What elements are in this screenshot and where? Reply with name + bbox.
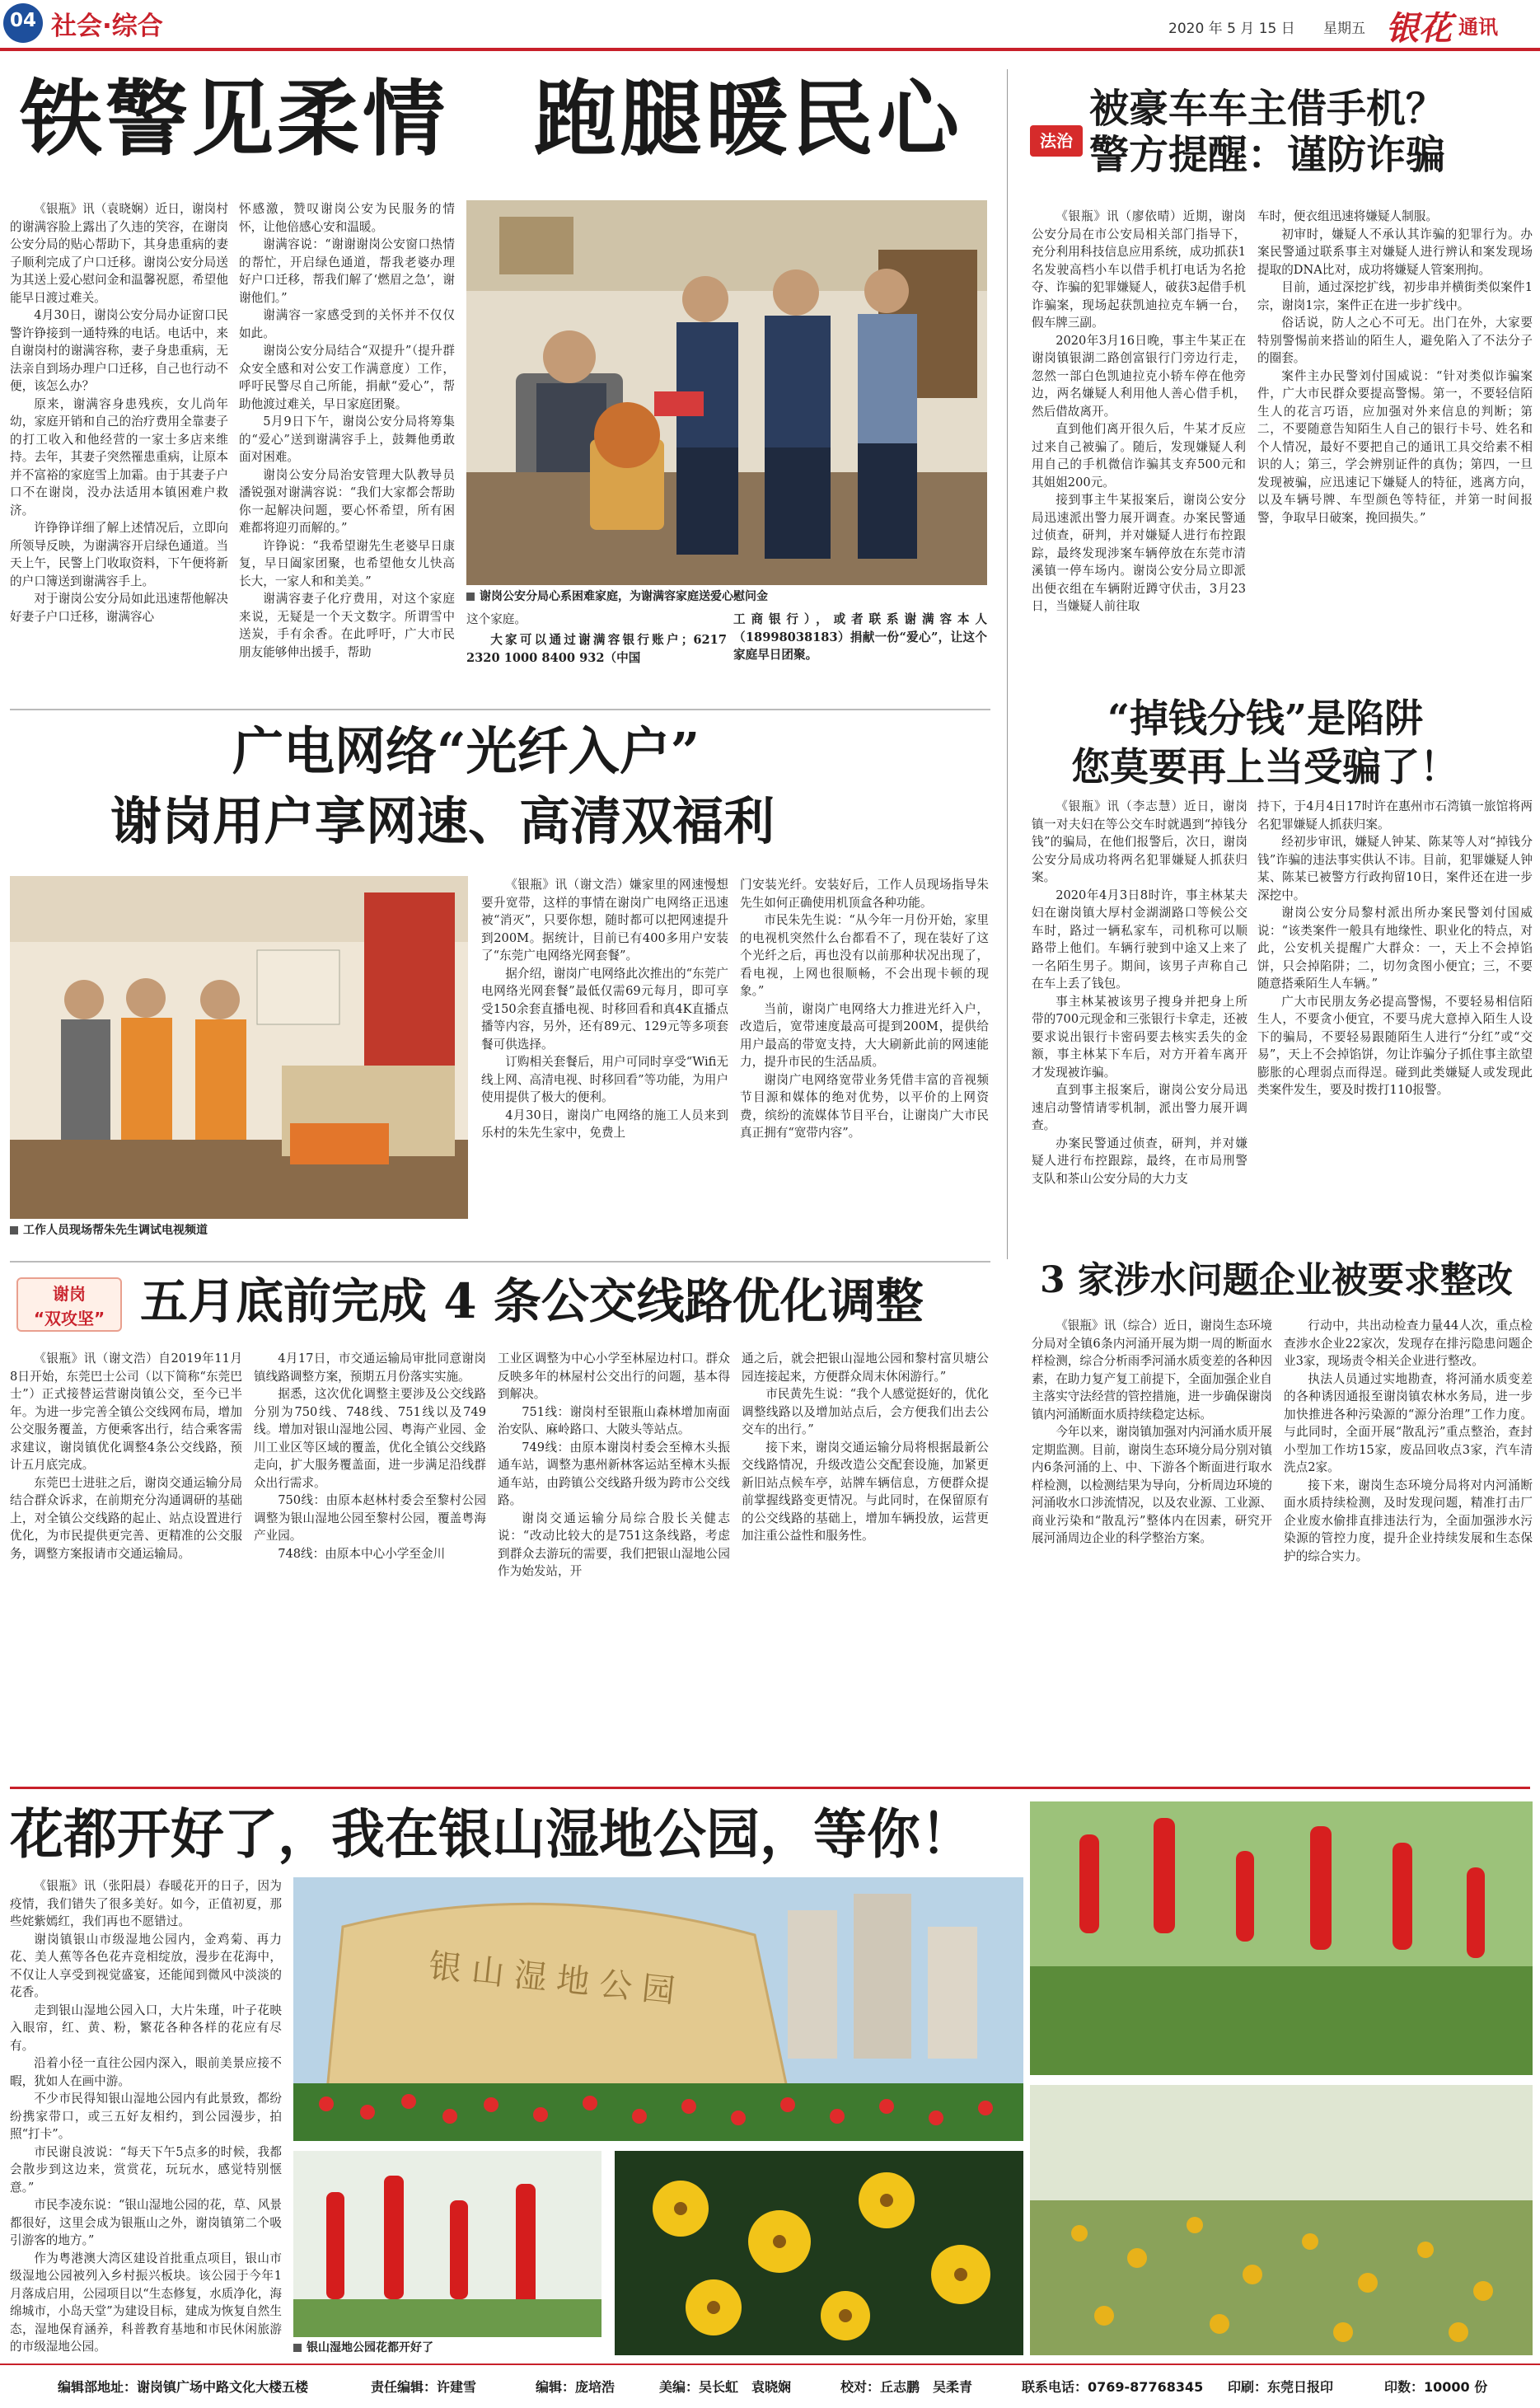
paragraph: 市民李凌东说：“银山湿地公园的花，草、风景都很好，这里会成为银瓶山之外，谢岗镇第二个吸引游客的地方。” (10, 2198, 282, 2247)
paragraph: 《银瓶》讯（袁晓娴）近日，谢岗村的谢满容脸上露出了久违的笑容，在谢岗公安分局的贴心帮助下，其身患重病的妻子顺利完成了户口迁移。谢岗公安分局送为其送上爱心慰问金和温馨祝愿，希望他能早日渡过难关。 (10, 202, 228, 305)
article-2-col-1 (1032, 208, 1246, 710)
paragraph: 748线：由原本中心小学至金川 (278, 1546, 446, 1561)
article-5-col-1 (10, 1350, 242, 1778)
paragraph: 谢岗广电网络宽带业务凭借丰富的音视频节目源和媒体的绝对优势，以平价的上网资费，缤纷的流媒体节目平台，让谢岗广大市民真正拥有“宽带内容”。 (740, 1072, 989, 1140)
paragraph: 接到事主牛某报案后，谢岗公安分局迅速派出警力展开调查。办案民警通过侦查，研判，并对嫌疑人进行布控跟踪，最终发现涉案车辆停放在东莞市清溪镇一停车场内。谢岗公安分局立即派出便衣组在车辆附近蹲守伏击，3月23日，当嫌疑人前往取 (1032, 493, 1246, 613)
footer-address: 编辑部地址：谢岗镇广场中路文化大楼五楼 (58, 2379, 309, 2395)
footer-printer: 印刷：东莞日报印 (1228, 2379, 1334, 2395)
article-4-headline-2: 谢岗用户享网速、高清双福利 (110, 791, 775, 851)
footer-designer: 美编：吴长虹 袁晓娴 (659, 2379, 792, 2395)
article-3-col-1 (1032, 798, 1247, 1248)
article-4-col-2 (740, 876, 989, 1255)
paragraph: 据悉，这次优化调整主要涉及公交线路分别为750线、748线、751线以及749线。增加对银山湿地公园、粤海产业园、金川工业区等区域的覆盖，优化全镇公交线路走向，扩大服务覆盖面，进一步满足沿线群众出行需求。 (254, 1387, 486, 1490)
article-1-photo (466, 200, 987, 585)
paragraph: 目前，通过深挖扩线，初步串并横街类似案件1宗，谢岗1宗，案件正在进一步扩线中。 (1257, 280, 1533, 312)
paragraph: 谢岗公安分局治安管理大队教导员潘锐强对谢满容说：“我们大家都会帮助你一起解决问题，要心怀希望，所有困难都将迎刃而解的。” (239, 467, 455, 535)
paragraph: 谢岗公安分局黎村派出所办案民警刘付国威说：“该类案件一般具有地缘性、职业化的特点，对此，公安机关提醒广大群众：一，天上不会掉馅饼，只会掉陷阱；二，切勿贪图小便宜；三，不要随意搭乘陌生人车辆。” (1257, 906, 1533, 991)
article-7-photo-salvia (293, 2151, 601, 2337)
paragraph: 《银瓶》讯（李志慧）近日，谢岗镇一对夫妇在等公交车时就遇到“掉钱分钱”的骗局，在他们报警后，次日，谢岗公安分局成功将两名犯罪嫌疑人抓获归案。 (1032, 799, 1247, 884)
article-7-body (10, 1877, 282, 2355)
paragraph: 工业区调整为中心小学至林屋边村口。群众反映多年的林屋村公交出行的问题，基本得到解决。 (498, 1352, 730, 1401)
yellow-flower-illustration (615, 2151, 1023, 2355)
issue-date: 2020 年 5 月 15 日 (1168, 21, 1295, 37)
salvia-illustration (293, 2151, 601, 2337)
article-2-headline-1: 被豪车车主借手机？ (1089, 86, 1446, 132)
paragraph: 作为粤港澳大湾区建设首批重点项目，银山市级湿地公园被列入乡村振兴板块。该公园于今年1月落成启用，公园项目以“生态修复，水质净化，海绵城市，小岛天堂”为建设目标，建成为恢复自然生态，湿地保育涵养，科普教育基地和市民休闲旅游的市级湿地公园。 (10, 2251, 282, 2354)
paragraph: 谢满容妻子化疗费用，对这个家庭来说，无疑是一个天文数字。所谓雪中送炭，手有余香。在此呼吁，广大市民朋友能够伸出援手，帮助 (239, 592, 455, 659)
article-4-headline-1: 广电网络“光纤入户” (232, 721, 700, 781)
footer-phone: 联系电话：0769-87768345 (1022, 2379, 1204, 2395)
footer-rule (0, 2363, 1540, 2365)
paragraph: 5月9日下午，谢岗公安分局将筹集的“爱心”送到谢满容手上，鼓舞他勇敢面对困难。 (239, 415, 455, 464)
article-5-tag-1: 谢岗 (53, 1284, 86, 1304)
article-4-col-1 (481, 876, 728, 1255)
paragraph: 751线：谢岗村至银瓶山森林增加南面治安队、麻岭路口、大陂头等站点。 (498, 1404, 730, 1436)
article-7-photo-field (1030, 2085, 1533, 2355)
paragraph: 直到事主报案后，谢岗公安分局迅速启动警情请零机制，派出警力展开调查。 (1032, 1083, 1247, 1132)
paragraph: 接下来，谢岗生态环境分局将对内河涌断面水质持续检测，及时发现问题，精准打击厂企业废水偷排直排违法行为，全面加强涉水污染源的管控力度，提升企业持续发展和生态保护的综合实力。 (1284, 1478, 1533, 1563)
article-4-photo-caption: 工作人员现场帮朱先生调试电视频道 (10, 1223, 208, 1238)
paragraph: 谢满容一家感受到的关怀并不仅仅如此。 (239, 308, 455, 340)
paragraph: 许铮说：“我希望谢先生老婆早日康复，早日阖家团聚，也希望他女儿快高长大，一家人和和美美。” (239, 538, 455, 588)
article-2-tag: 法治 (1030, 125, 1083, 157)
footer-proofreader: 校对：丘志鹏 吴柔青 (840, 2379, 973, 2395)
footer-editor: 编辑：庞培浩 (536, 2379, 616, 2395)
paragraph: 东莞巴士进驻之后，谢岗交通运输分局结合群众诉求，在前期充分沟通调研的基础上，对全镇公交线路的起止、站点设置进行优化，为市民提供更完善、更精准的公交服务，调整方案报请市交通运输局。 (10, 1475, 242, 1561)
paragraph: 谢岗公安分局结合“双提升”（提升群众安全感和对公安工作满意度）工作，呼吁民警尽自己所能，捐献“爱心”，帮助他渡过难关，早日家庭团聚。 (239, 344, 455, 411)
article-1-col-1 (10, 200, 228, 752)
article-7-photo-caption: 银山湿地公园花都开好了 (293, 2340, 433, 2355)
article-2-col-2 (1257, 208, 1533, 710)
article-5-col-2 (254, 1350, 486, 1778)
article-1-col-2 (239, 200, 455, 752)
section-rule (10, 709, 990, 710)
article-7-headline: 花都开好了，我在银山湿地公园，等你！ (10, 1803, 975, 1866)
paragraph: 沿着小径一直往公园内深入，眼前美景应接不暇，犹如人在画中游。 (10, 2056, 282, 2088)
article-7-photo-yellow-flower (615, 2151, 1023, 2355)
paragraph: 行动中，共出动检查力量44人次，重点检查涉水企业22家次，发现存在排污隐患问题企业3家，现场责令相关企业进行整改。 (1284, 1319, 1533, 1368)
article-6-headline: 3 家涉水问题企业被要求整改 (1040, 1259, 1513, 1301)
paragraph: 怀感激，赞叹谢岗公安为民服务的情怀，让他倍感心安和温暖。 (239, 202, 455, 234)
paragraph: 对于谢岗公安分局如此迅速帮他解决好妻子户口迁移，谢满容心 (10, 592, 228, 624)
paragraph: 今年以来，谢岗镇加强对内河涌水质开展定期监测。目前，谢岗生态环境分局分别对镇内6条河涌的上、中、下游各个断面进行取水样检测，以检测结果为导向，分析周边环境的河涌收水口涉流情况，以及农业源、工业源、商业污染和“散乱污”整体内在因素，研究开展河涌周边企业的科学整治方案。 (1032, 1425, 1272, 1545)
article-6-col-2 (1284, 1317, 1533, 1778)
paragraph: 2020年4月3日8时许，事主林某夫妇在谢岗镇大厚村金湖湖路口等候公交车时，路过一辆私家车，司机称可以顺路带上他们。车辆行驶到中途又上来了一名陌生男子。期间，该男子声称自己在车上丢了钱包。 (1032, 888, 1247, 991)
column-divider (1007, 69, 1008, 1259)
paragraph: 广大市民朋友务必提高警惕，不要轻易相信陌生人，不要贪小便宜，不要马虎大意掉入陌生人设下的骗局，不要轻易跟随陌生人进行“分红”或“交易”，天上不会掉馅饼，勿让诈骗分子抓住事主欲望膨胀的心理弱点而得逞。碰到此类嫌疑人或发现此类案件发生，要及时拨打110报警。 (1257, 994, 1533, 1097)
paragraph: 《银瓶》讯（张阳晨）春暖花开的日子，因为疫情，我们错失了很多美好。如今，正值初夏，那些姹紫嫣红，我们再也不愿错过。 (10, 1879, 282, 1928)
paragraph: 谢岗镇银山市级湿地公园内，金鸡菊、再力花、美人蕉等各色花卉竞相绽放，漫步在花海中，不仅让人享受到视觉盛宴，还能闻到微风中淡淡的花香。 (10, 1932, 282, 1999)
article-5-col-3 (498, 1350, 730, 1778)
paragraph: 《银瓶》讯（谢文浩）自2019年11月8日开始，东莞巴士公司（以下简称“东莞巴士”）正式接替运营谢岗镇公交，至今已半年。为进一步完善全镇公交线网布局，增加公交服务覆盖，方便乘客出行，结合乘客需求建议，谢岗镇优化调整4条公交线路，预计五月底完成。 (10, 1352, 242, 1472)
article-1-headline: 铁警见柔情 跑腿暖民心 (20, 70, 962, 167)
paragraph: 市民黄先生说：“我个人感觉挺好的，优化调整线路以及增加站点后，会方便我们出去公交车的出行。” (742, 1387, 989, 1436)
footer-chief-editor: 责任编辑：许建雪 (371, 2379, 477, 2395)
article-5-headline: 五月底前完成 4 条公交线路优化调整 (140, 1273, 924, 1329)
paragraph: 750线：由原本赵林村委会至黎村公园调整为银山湿地公园至黎村公园，覆盖粤海产业园。 (254, 1493, 486, 1543)
paragraph: 事主林某被该男子搜身并把身上所带的700元现金和三张银行卡拿走，还被要求说出银行卡密码要去核实丢失的金额，事主林某下车后，对方开着车离开才发现被诈骗。 (1032, 994, 1247, 1080)
paragraph: 原来，谢满容身患残疾，女儿尚年幼，家庭开销和自己的治疗费用全靠妻子的打工收入和他经营的一家士多店来维持。去年，其妻子突然罹患重病，让原本并不富裕的家庭雪上加霜。由于其妻子户口不在谢岗，没办法适用本镇困难户救济。 (10, 396, 228, 518)
paragraph: 通之后，就会把银山湿地公园和黎村富贝塘公园连接起来，方便群众周末休闲游行。” (742, 1352, 989, 1384)
paragraph: 走到银山湿地公园入口，大片朱瑾，叶子花映入眼帘，红、黄、粉，繁花各种各样的花应有尽有。 (10, 2003, 282, 2053)
brand-logo: 银花 (1386, 9, 1452, 48)
paragraph: 接下来，谢岗交通运输分局将根据最新公交线路情况，升级改造公交配套设施，加紧更新旧站点候车亭，站牌车辆信息，方便群众提前掌握线路变更情况。与此同时，在保留原有的公交线路的基础上，增加车辆投放，运营更加注重公益性和服务性。 (742, 1440, 989, 1543)
paragraph: 4月30日，谢岗广电网络的施工人员来到乐村的朱先生家中，免费上 (481, 1108, 728, 1140)
footer-copies: 印数：10000 份 (1384, 2379, 1488, 2395)
article-1-photo-caption: 谢岗公安分局心系困难家庭，为谢满容家庭送爱心慰问金 (466, 589, 768, 604)
article-4-photo (10, 876, 468, 1219)
paragraph: 谢满容说：“谢谢谢岗公安窗口热情的帮忙，开启绿色通道，帮我老婆办理好户口迁移，帮我们解了‘燃眉之急’，谢谢他们。” (239, 237, 455, 305)
paragraph: 2020年3月16日晚，事主牛某正在谢岗镇银湖二路创富银行门旁边行走，忽然一部白色凯迪拉克小轿车停在他旁边，两名嫌疑人利用他人善心借手机，然后借故离开。 (1032, 333, 1246, 419)
paragraph: 谢岗交通运输分局综合股长关健志说：“改动比较大的是751这条线路，考虑到群众去游玩的需要，我们把银山湿地公园作为始发站，开 (498, 1511, 730, 1578)
paragraph: 经初步审讯，嫌疑人钟某、陈某等人对“掉钱分钱”诈骗的违法事实供认不讳。目前，犯罪嫌疑人钟某、陈某已被警方行政拘留10日，案件还在进一步深挖中。 (1257, 835, 1533, 902)
paragraph: 持下，于4月4日17时许在惠州市石湾镇一旅馆将两名犯罪嫌疑人抓获归案。 (1257, 799, 1533, 832)
paragraph: 4月17日，市交通运输局审批同意谢岗镇线路调整方案，预期五月份落实实施。 (254, 1352, 486, 1384)
fiber-install-illustration (10, 876, 468, 1219)
paragraph: 749线：由原本谢岗村委会至樟木头振通车站，调整为惠州新林客运站至樟木头振通车站，由跨镇公交线路升级为跨市公交线路。 (498, 1440, 730, 1507)
masthead-rule (0, 48, 1540, 51)
article-6-col-1 (1032, 1317, 1272, 1778)
section-rule (10, 1261, 990, 1263)
paragraph: 《银瓶》讯（廖依晴）近期，谢岗公安分局在市公安局相关部门指导下，充分利用科技信息应用系统，成功抓获1名发驶高档小车以借手机打电话为名抢夺、诈骗的犯罪嫌疑人，破获3起借手机诈骗案，现场起获凯迪拉克车辆一台，假车牌三副。 (1032, 209, 1246, 330)
article-5-col-4 (742, 1350, 989, 1778)
paragraph: 市民朱先生说：“从今年一月份开始，家里的电视机突然什么台都看不了，现在装好了这个光纤之后，再也没有以前那种状况出现了，看电视，上网也很顺畅，不会出现卡顿的现象。” (740, 913, 989, 998)
paragraph: 执法人员通过实地勘查，将河涌水质变差的各种诱因通报至谢岗镇农林水务局，进一步加快推进各种污染源的“源分治理”工作力度。与此同时，全面开展“散乱污”重点整治，查封小型加工作坊15家，废品回收点3家，汽车清洗点2家。 (1284, 1371, 1533, 1474)
red-flower-illustration (1030, 1801, 1533, 2075)
article-3-col-2 (1257, 798, 1533, 1248)
article-2-headline-2: 警方提醒：谨防诈骗 (1089, 132, 1446, 178)
paragraph: 许铮铮详细了解上述情况后，立即向所领导反映，为谢满容开启绿色通道。当天上午，民警上门收取资料，下午便将新的户口簿送到谢满容手上。 (10, 521, 228, 588)
paragraph: 办案民警通过侦查，研判，并对嫌疑人进行布控跟踪，最终，在市局刑警支队和茶山公安分局的大力支 (1032, 1136, 1247, 1186)
article-5-tag-2: “双攻坚” (33, 1309, 105, 1328)
paragraph: 不少市民得知银山湿地公园内有此景致，都纷纷携家带口，或三五好友相约，到公园漫步，拍照“打卡”。 (10, 2092, 282, 2141)
paragraph: 直到他们离开很久后，牛某才反应过来自己被骗了。随后，发现嫌疑人利用自己的手机微信诈骗其支弃500元和其姐姐200元。 (1032, 422, 1246, 490)
issue-weekday: 星期五 (1323, 21, 1365, 37)
paragraph: 市民谢良波说：“每天下午5点多的时候，我都会散步到这边来，赏赏花，玩玩水，感觉特别惬意。” (10, 2144, 282, 2195)
paragraph: 俗话说，防人之心不可无。出门在外，大家要特别警惕前来搭讪的陌生人，避免陷入了不法分子的圈套。 (1257, 316, 1533, 365)
paragraph: 订购相关套餐后，用户可同时享受“Wifi无线上网、高清电视、时移回看”等功能，为用户使用提供了极大的便利。 (481, 1055, 728, 1104)
paragraph: 案件主办民警刘付国威说：“针对类似诈骗案件，广大市民群众要提高警惕。第一，不要轻信陌生人的花言巧语，应加强对外来信息的判断；第二，不要随意告知陌生人自己的银行卡号、姓名和个人情况，最好不要把自己的通讯工具交给素不相识的人；第三，学会辨别证件的真伪；第四，一旦发现被骗，应迅速记下嫌疑人的特征，逃离方向，以及车辆号牌、车型颜色等特征，并第一时间报警，争取早日破案，挽回损失。” (1257, 368, 1533, 525)
paragraph: 车时，便衣组迅速将嫌疑人制服。 (1257, 209, 1438, 223)
article-3-headline-1: “掉钱分钱”是陷阱 (1107, 696, 1424, 742)
police-visit-illustration (466, 200, 987, 585)
page-number: 04 (9, 10, 36, 31)
paragraph: 门安装光纤。安装好后，工作人员现场指导朱先生如何正确使用机顶盒各种功能。 (740, 878, 989, 910)
paragraph: 《银瓶》讯（谢文浩）嫌家里的网速慢想要升宽带，这样的事情在谢岗广电网络正迅速被“消灭”，只要你想，随时都可以把网速提升到200M。据统计，目前已有400多用户安装了“东莞广电网络光网套餐”。 (481, 878, 728, 963)
paragraph: 这个家庭。 (466, 612, 527, 626)
section-rule (10, 1787, 1530, 1789)
brand-suffix: 通讯 (1458, 16, 1498, 39)
article-3-headline-2: 您莫要再上当受骗了！ (1071, 745, 1458, 790)
article-1-donation-left: 大家可以通过谢满容银行账户；6217 2320 1000 8400 932（中国 (466, 633, 727, 665)
paragraph: 当前，谢岗广电网络大力推进光纤入户，改造后，宽带速度最高可提到200M，提供给用户最高的带宽支持，大大刷新此前的网速能力，提升市民的生活品质。 (740, 1001, 989, 1069)
paragraph: 初审时，嫌疑人不承认其诈骗的犯罪行为。办案民警通过联系事主对嫌疑人进行辨认和案发现场提取的DNA比对，成功将嫌疑人管案刑拘。 (1257, 227, 1533, 277)
article-1-donation-right: 工商银行），或者联系谢满容本人（18998038183）捐献一份“爱心”，让这个家庭早日团聚。 (733, 612, 987, 662)
paragraph: 据介绍，谢岗广电网络此次推出的“东莞广电网络光网套餐”最低仅需69元每月，即可享受150余套直播电视、时移回看和真4K直播点播等内容，另外，还有89元、129元等多项套餐可供选择。 (481, 966, 728, 1052)
park-stone-text: 银山湿地公园 (427, 1947, 687, 2012)
paragraph: 4月30日，谢岗公安分局办证窗口民警许铮接到一通特殊的电话。电话中，来自谢岗村的谢满容称，妻子身患重病，无法亲自到场办理户口迁移，自己也行动不便，该怎么办？ (10, 308, 228, 393)
paragraph: 《银瓶》讯（综合）近日，谢岗生态环境分局对全镇6条内河涌开展为期一周的断面水样检测，综合分析雨季河涌水质变差的各种因素，在助力复产复工前提下，全面加强企业自主落实守法经营的管控措施，进一步确保谢岗镇内河涌断面水质持续稳定达标。 (1032, 1319, 1272, 1422)
section-title: 社会·综合 (51, 12, 163, 41)
flower-field-illustration (1030, 2085, 1533, 2355)
article-7-photo-red-flower (1030, 1801, 1533, 2075)
article-1-col-3-tail (466, 611, 590, 630)
